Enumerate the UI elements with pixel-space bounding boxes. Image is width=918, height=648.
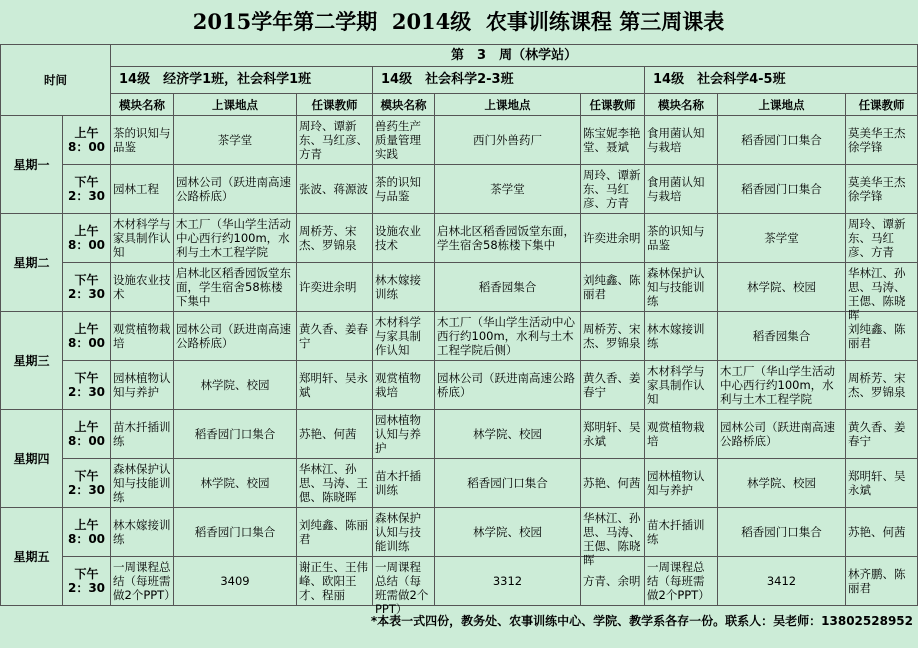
day-label: 星期二 [1, 214, 63, 312]
location-cell-text: 3412 [766, 574, 797, 588]
location-cell [718, 459, 846, 508]
col-teacher: 任课教师 [846, 94, 918, 116]
module-cell [645, 165, 718, 214]
module-cell [111, 508, 174, 557]
teacher-cell [297, 263, 373, 312]
module-cell [111, 361, 174, 410]
teacher-cell [581, 116, 645, 165]
module-cell [111, 557, 174, 606]
teacher-cell-text: 莫美华王杰徐学锋 [848, 126, 906, 154]
location-cell-text: 稻香园集合 [752, 329, 811, 343]
session-label: 下午 2：30 [63, 165, 111, 214]
module-cell [645, 214, 718, 263]
module-cell-text: 园林工程 [113, 182, 159, 196]
location-cell-text: 稻香园门口集合 [194, 525, 276, 539]
location-cell-text: 稻香园门口集合 [741, 182, 822, 196]
teacher-cell-text: 张波、蒋源波 [299, 182, 368, 196]
teacher-cell [846, 214, 918, 263]
col-module: 模块名称 [111, 94, 174, 116]
module-cell [111, 263, 174, 312]
module-cell-text: 林木嫁接训练 [113, 518, 171, 546]
location-cell [174, 214, 297, 263]
teacher-cell-text: 黄久香、姜春宁 [848, 420, 906, 448]
module-cell [645, 508, 718, 557]
time-header: 时间 [1, 45, 111, 116]
module-cell-text: 一周课程总结（每班需做2个PPT） [113, 560, 176, 602]
module-cell-text: 设施农业技术 [375, 224, 421, 252]
module-cell [373, 116, 435, 165]
day-label: 星期四 [1, 410, 63, 508]
teacher-cell [297, 410, 373, 459]
location-cell [174, 263, 297, 312]
module-cell [373, 508, 435, 557]
teacher-cell-text: 华林江、孙思、马涛、王偲、陈晓晖 [299, 462, 368, 504]
module-cell-text: 苗木扦插训练 [113, 420, 171, 448]
session-label: 上午 8：00 [63, 116, 111, 165]
teacher-cell-text: 莫美华王杰徐学锋 [848, 175, 906, 203]
location-cell [435, 263, 581, 312]
teacher-cell-text: 周玲、谭新东、马红彦、方青 [299, 119, 368, 161]
location-cell [435, 165, 581, 214]
day-label: 星期一 [1, 116, 63, 214]
module-cell [645, 410, 718, 459]
session-label: 上午 8：00 [63, 214, 111, 263]
teacher-cell-text: 许奕进余明 [583, 231, 641, 245]
teacher-cell-text: 华林江、孙思、马涛、王偲、陈晓晖 [848, 266, 906, 322]
location-cell-text: 木工厂（华山学生活动中心西行约100m，水利与土木工程学院 [176, 217, 291, 259]
location-cell-text: 园林公司（跃进南高速公路桥底） [176, 322, 291, 350]
teacher-cell-text: 郑明轩、吴永斌 [583, 420, 641, 448]
location-cell [435, 361, 581, 410]
location-cell [718, 410, 846, 459]
schedule-row [1, 557, 918, 606]
teacher-cell-text: 许奕进余明 [299, 280, 357, 294]
location-cell-text: 园林公司（跃进南高速公路桥底） [720, 420, 835, 448]
teacher-cell-text: 周玲、谭新东、马红彦、方青 [848, 217, 906, 259]
location-cell-text: 林学院、校园 [747, 476, 816, 490]
teacher-cell-text: 苏艳、何茜 [583, 476, 641, 490]
location-cell-text: 园林公司（跃进南高速公路桥底） [437, 371, 575, 399]
location-cell-text: 稻香园门口集合 [741, 133, 822, 147]
teacher-cell [297, 214, 373, 263]
module-cell-text: 园林植物认知与养护 [647, 469, 705, 497]
module-cell-text: 苗木扦插训练 [375, 469, 421, 497]
module-cell [373, 312, 435, 361]
schedule-body [1, 116, 918, 616]
location-cell [718, 312, 846, 361]
teacher-cell-text: 陈宝妮李艳堂、聂斌 [583, 126, 641, 154]
teacher-cell-text: 周桥芳、宋杰、罗锦泉 [848, 371, 906, 399]
teacher-cell [846, 116, 918, 165]
module-cell-text: 林木嫁接训练 [647, 322, 705, 350]
col-teacher: 任课教师 [297, 94, 373, 116]
module-cell-text: 兽药生产质量管理实践 [375, 119, 421, 161]
location-cell [718, 361, 846, 410]
location-cell-text: 木工厂（华山学生活动中心西行约100m，水利与土木工程学院 [720, 364, 835, 406]
module-cell-text: 观赏植物栽培 [113, 322, 171, 350]
schedule-row [1, 116, 918, 165]
module-cell-text: 观赏植物栽培 [375, 371, 421, 399]
module-cell [645, 312, 718, 361]
footer-note: *本表一式四份，教务处、农事训练中心、学院、教学系各存一份。联系人：吴老师：13802528952 [370, 614, 913, 628]
teacher-cell [581, 459, 645, 508]
location-cell-text: 林学院、校园 [747, 280, 816, 294]
module-cell [373, 557, 435, 616]
teacher-cell [846, 459, 918, 508]
location-cell [718, 116, 846, 165]
session-label: 下午 2：30 [63, 459, 111, 508]
teacher-cell [297, 508, 373, 557]
location-cell [174, 312, 297, 361]
location-cell [718, 214, 846, 263]
location-cell [174, 361, 297, 410]
col-location: 上课地点 [174, 94, 297, 116]
module-cell [373, 459, 435, 508]
location-cell [718, 508, 846, 557]
location-cell [435, 459, 581, 508]
location-cell-text: 启林北区稻香园饭堂东面，学生宿舍58栋楼下集中 [437, 224, 575, 252]
teacher-cell-text: 周玲、谭新东、马红彦、方青 [583, 168, 641, 210]
day-label: 星期三 [1, 312, 63, 410]
teacher-cell [297, 459, 373, 508]
module-cell-text: 林木嫁接训练 [375, 273, 421, 301]
teacher-cell [297, 165, 373, 214]
session-label: 下午 2：30 [63, 361, 111, 410]
schedule-row [1, 312, 918, 361]
teacher-cell [581, 214, 645, 263]
location-cell-text: 3409 [220, 574, 250, 588]
location-cell-text: 启林北区稻香园饭堂东面，学生宿舍58栋楼下集中 [176, 266, 291, 308]
module-cell-text: 木材科学与家具制作认知 [113, 217, 171, 259]
location-cell-text: 3312 [492, 574, 523, 588]
teacher-cell-text: 林齐鹏、陈丽君 [848, 567, 906, 595]
teacher-cell-text: 郑明轩、吴永斌 [299, 371, 368, 399]
schedule-table [0, 44, 918, 616]
class-group-1: 14级 经济学1班，社会科学1班 [111, 67, 373, 94]
teacher-cell-text: 周桥芳、宋杰、罗锦泉 [583, 322, 641, 350]
schedule-row [1, 165, 918, 214]
module-cell-text: 茶的识知与品鉴 [113, 126, 171, 154]
module-cell-text: 一周课程总结（每班需做2个PPT） [375, 560, 429, 616]
module-cell-text: 木材科学与家具制作认知 [647, 364, 705, 406]
session-label: 上午 8：00 [63, 312, 111, 361]
teacher-cell [297, 361, 373, 410]
module-cell-text: 设施农业技术 [113, 273, 171, 301]
location-cell [174, 116, 297, 165]
location-cell-text: 园林公司（跃进南高速公路桥底） [176, 175, 291, 203]
teacher-cell [581, 165, 645, 214]
module-cell [645, 116, 718, 165]
teacher-cell-text: 谢正生、王伟峰、欧阳王才、程丽 [299, 560, 368, 602]
module-cell-text: 观赏植物栽培 [647, 420, 705, 448]
location-cell [174, 557, 297, 606]
location-cell-text: 林学院、校园 [200, 476, 270, 490]
teacher-cell-text: 苏艳、何茜 [848, 525, 906, 539]
session-label: 下午 2：30 [63, 557, 111, 606]
module-cell-text: 苗木扦插训练 [647, 518, 705, 546]
teacher-cell [581, 508, 645, 567]
module-cell [645, 263, 718, 312]
location-cell-text: 茶学堂 [490, 182, 525, 196]
module-cell [111, 459, 174, 508]
location-cell-text: 稻香园集合 [478, 280, 537, 294]
module-cell [111, 312, 174, 361]
teacher-cell-text: 黄久香、姜春宁 [299, 322, 368, 350]
module-cell [373, 263, 435, 312]
location-cell [174, 410, 297, 459]
class-group-2: 14级 社会科学2-3班 [373, 67, 645, 94]
module-cell [645, 361, 718, 410]
location-cell-text: 稻香园门口集合 [194, 427, 276, 441]
module-cell-text: 森林保护认知与技能训练 [647, 266, 705, 308]
module-cell-text: 茶的识知与品鉴 [375, 175, 421, 203]
class-group-3: 14级 社会科学4-5班 [645, 67, 918, 94]
module-cell [373, 214, 435, 263]
teacher-cell [846, 263, 918, 322]
location-cell [435, 214, 581, 263]
location-cell [174, 165, 297, 214]
teacher-cell-text: 黄久香、姜春宁 [583, 371, 641, 399]
location-cell-text: 稻香园门口集合 [741, 525, 822, 539]
teacher-cell [846, 557, 918, 606]
location-cell [435, 557, 581, 606]
col-teacher: 任课教师 [581, 94, 645, 116]
module-cell [111, 165, 174, 214]
module-cell-text: 茶的识知与品鉴 [647, 224, 705, 252]
module-cell-text: 食用菌认知与栽培 [647, 126, 705, 154]
teacher-cell-text: 方青、余明 [583, 574, 641, 588]
location-cell [718, 557, 846, 606]
location-cell [435, 508, 581, 557]
module-cell-text: 森林保护认知与技能训练 [113, 462, 171, 504]
location-cell [718, 263, 846, 312]
module-cell [645, 459, 718, 508]
teacher-cell [297, 557, 373, 606]
module-cell [111, 410, 174, 459]
location-cell [174, 459, 297, 508]
location-cell [435, 410, 581, 459]
location-cell-text: 林学院、校园 [473, 427, 542, 441]
teacher-cell [846, 508, 918, 557]
col-location: 上课地点 [718, 94, 846, 116]
module-cell [373, 165, 435, 214]
location-cell [174, 508, 297, 557]
module-cell-text: 食用菌认知与栽培 [647, 175, 705, 203]
module-cell [111, 116, 174, 165]
module-cell [373, 410, 435, 459]
module-cell [645, 557, 718, 606]
location-cell-text: 木工厂（华山学生活动中心西行约100m，水利与土木工程学院后侧） [437, 315, 575, 357]
teacher-cell [581, 410, 645, 459]
schedule-row [1, 214, 918, 263]
location-cell-text: 林学院、校园 [473, 525, 542, 539]
teacher-cell-text: 华林江、孙思、马涛、王偲、陈晓晖 [583, 511, 641, 567]
col-module: 模块名称 [373, 94, 435, 116]
module-cell-text: 园林植物认知与养护 [113, 371, 171, 399]
teacher-cell-text: 刘纯鑫、陈丽君 [299, 518, 368, 546]
teacher-cell [846, 410, 918, 459]
teacher-cell [581, 361, 645, 410]
location-cell-text: 西门外兽药厂 [473, 133, 542, 147]
location-cell [435, 312, 581, 361]
teacher-cell [297, 312, 373, 361]
teacher-cell-text: 刘纯鑫、陈丽君 [583, 273, 641, 301]
location-cell-text: 茶学堂 [764, 231, 799, 245]
week-header: 第 3 周（林学站） [111, 45, 918, 67]
col-module: 模块名称 [645, 94, 718, 116]
page-title: 2015学年第二学期 2014级 农事训练课程 第三周课表 [192, 9, 725, 34]
session-label: 上午 8：00 [63, 508, 111, 557]
location-cell-text: 林学院、校园 [200, 378, 270, 392]
module-cell-text: 森林保护认知与技能训练 [375, 511, 421, 553]
location-cell-text: 茶学堂 [217, 133, 253, 147]
session-label: 上午 8：00 [63, 410, 111, 459]
teacher-cell-text: 周桥芳、宋杰、罗锦泉 [299, 224, 357, 252]
teacher-cell [581, 263, 645, 312]
col-location: 上课地点 [435, 94, 581, 116]
location-cell [718, 165, 846, 214]
teacher-cell-text: 郑明轩、吴永斌 [848, 469, 906, 497]
module-cell-text: 木材科学与家具制作认知 [375, 315, 421, 357]
teacher-cell [581, 312, 645, 361]
module-cell [373, 361, 435, 410]
schedule-row [1, 361, 918, 410]
location-cell-text: 稻香园门口集合 [467, 476, 548, 490]
schedule-row [1, 263, 918, 312]
location-cell [435, 116, 581, 165]
module-cell-text: 园林植物认知与养护 [375, 413, 421, 455]
schedule-row [1, 410, 918, 459]
module-cell-text: 一周课程总结（每班需做2个PPT） [647, 560, 710, 602]
schedule-row [1, 508, 918, 557]
schedule-row [1, 459, 918, 508]
module-cell [111, 214, 174, 263]
teacher-cell-text: 苏艳、何茜 [299, 427, 357, 441]
teacher-cell [297, 116, 373, 165]
teacher-cell [846, 165, 918, 214]
session-label: 下午 2：30 [63, 263, 111, 312]
day-label: 星期五 [1, 508, 63, 606]
teacher-cell [846, 361, 918, 410]
teacher-cell-text: 刘纯鑫、陈丽君 [848, 322, 906, 350]
